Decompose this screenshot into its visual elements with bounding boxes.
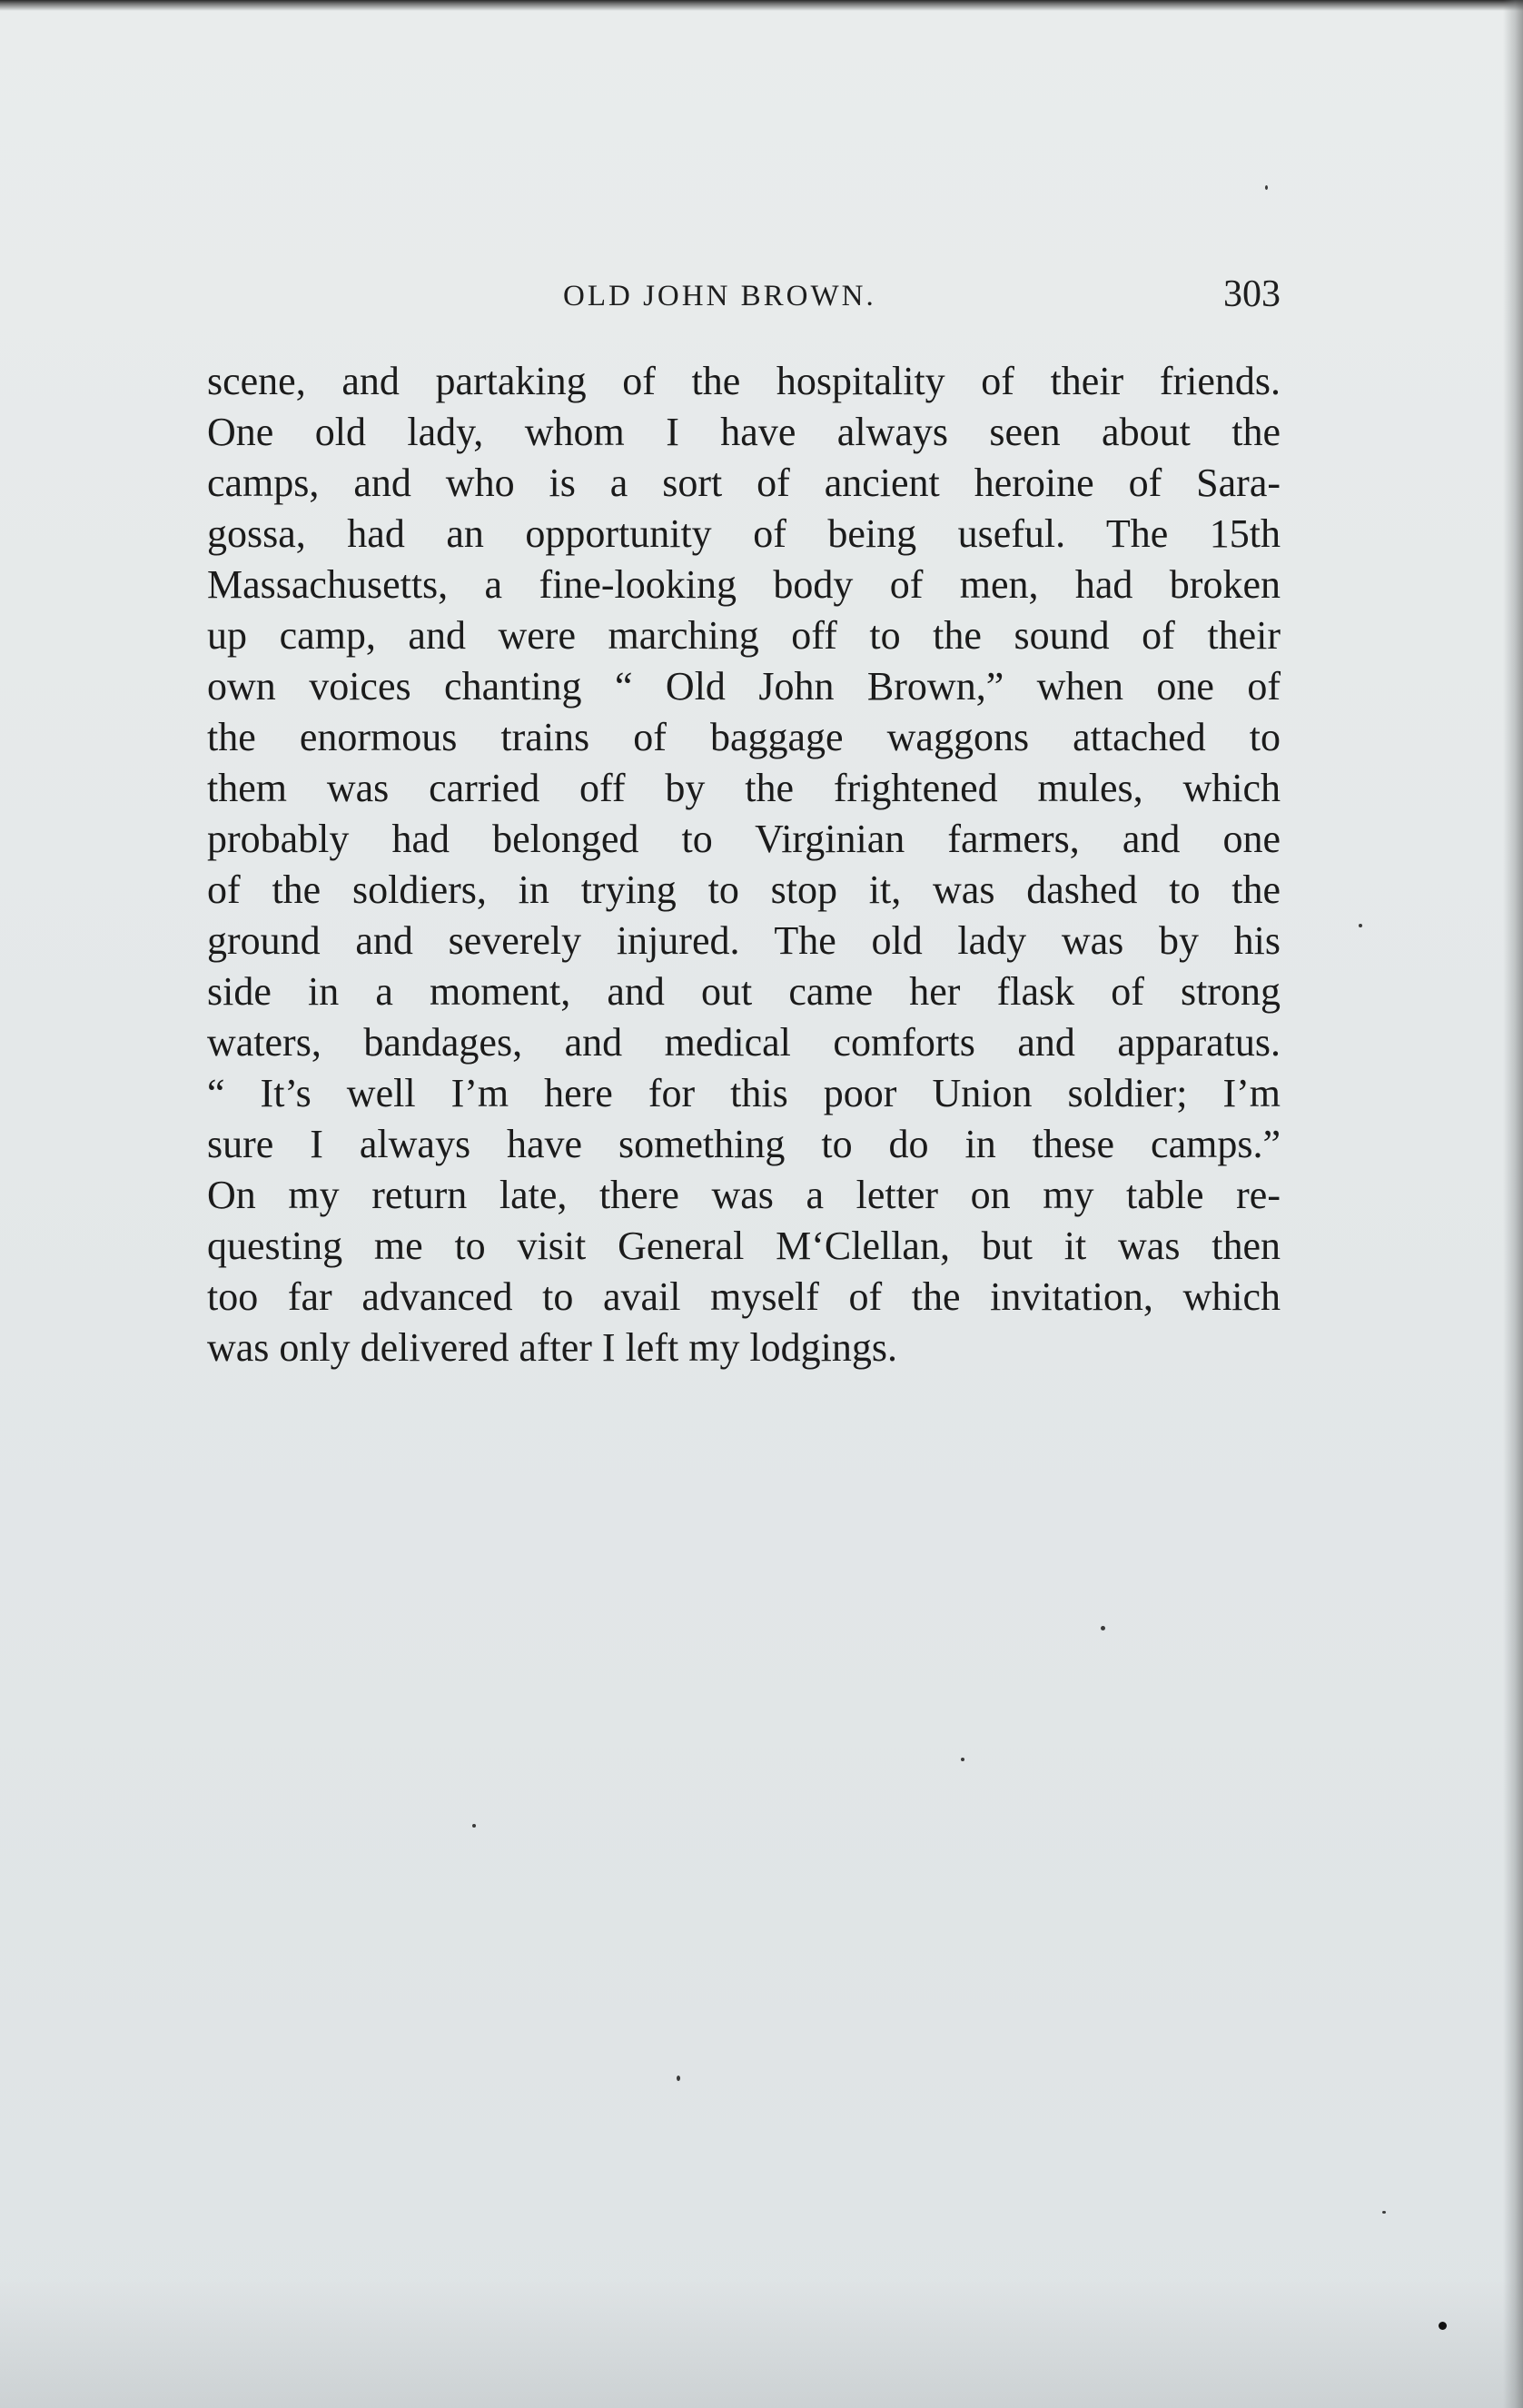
text-line: the enormous trains of baggage waggons attached to [207,715,1281,759]
page-right-edge-shadow [1503,0,1523,2408]
text-line: Massachusetts, a fine-looking body of men, had broken [207,562,1281,607]
paper-speck [1265,185,1268,190]
text-line: probably had belonged to Virginian farmers, and one [207,817,1281,861]
running-title: OLD JOHN BROWN. [563,280,876,312]
text-line: On my return late, there was a letter on my table re- [207,1173,1281,1217]
text-line: scene, and partaking of the hospitality of their friends. [207,359,1281,403]
text-line: sure I always have something to do in these camps.” [207,1122,1281,1166]
text-line: side in a moment, and out came her flask of strong [207,969,1281,1014]
text-line: them was carried off by the frightened mules, which [207,766,1281,810]
paper-speck [472,1824,476,1828]
text-line: One old lady, whom I have always seen about the [207,410,1281,454]
text-line: questing me to visit General M‘Clellan, but it was then [207,1224,1281,1268]
text-line: was only delivered after I left my lodgings. [207,1325,898,1370]
paper-speck [1382,2211,1386,2214]
text-line: waters, bandages, and medical comforts and apparatus. [207,1020,1281,1065]
page-number: 303 [1223,273,1281,315]
text-line: up camp, and were marching off to the sound of their [207,613,1281,658]
text-line: gossa, had an opportunity of being useful. The 15th [207,511,1281,556]
paper-speck [1101,1626,1105,1630]
text-line: “ It’s well I’m here for this poor Union soldier; I’m [207,1071,1281,1115]
text-line: too far advanced to avail myself of the invitation, which [207,1274,1281,1319]
paper-speck [677,2076,680,2081]
text-line: camps, and who is a sort of ancient heroine of Sara- [207,461,1281,505]
paper-speck [1439,2322,1447,2330]
page-header [207,269,1281,323]
paper-speck [1359,924,1362,927]
text-line: ground and severely injured. The old lady was by his [207,918,1281,963]
paper-speck [961,1758,964,1761]
text-line: of the soldiers, in trying to stop it, was dashed to the [207,867,1281,912]
text-line: own voices chanting “ Old John Brown,” when one of [207,664,1281,709]
page-bottom-tone [0,2281,1523,2408]
body-text [207,356,1281,1373]
page-top-edge-shadow [0,0,1523,11]
